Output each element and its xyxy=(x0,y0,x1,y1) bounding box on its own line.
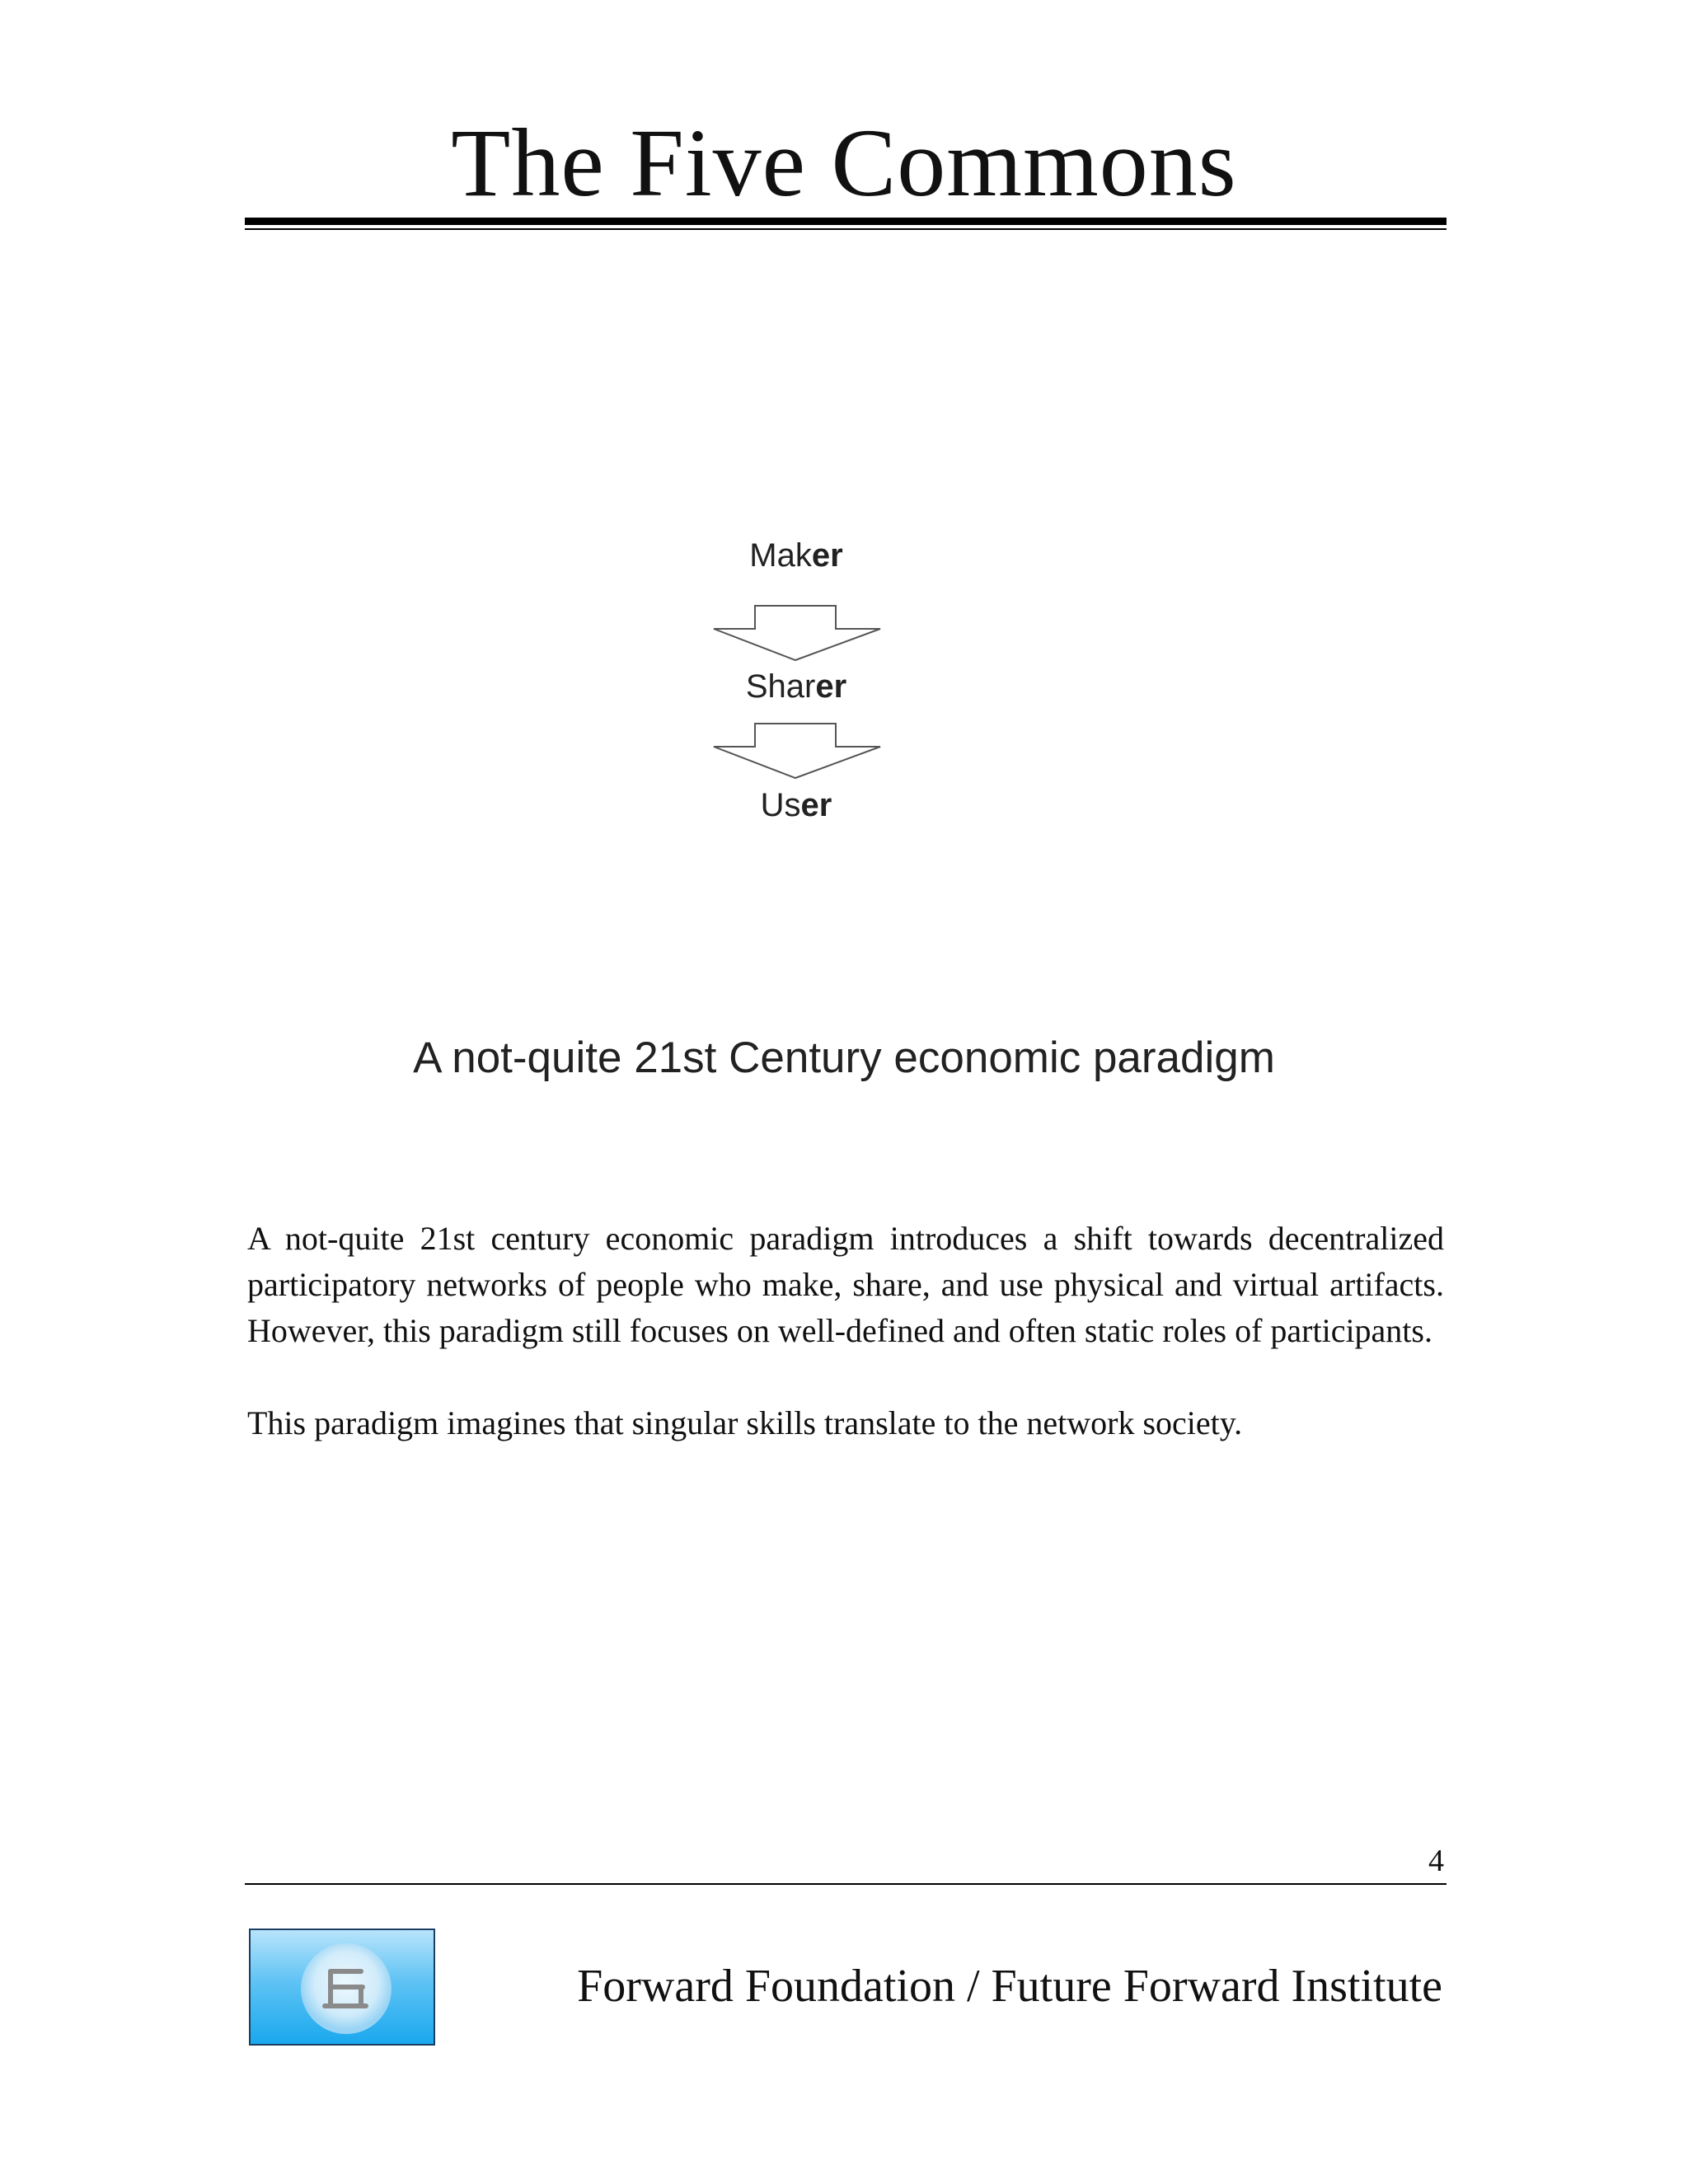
title-divider xyxy=(245,218,1447,225)
page-number: 4 xyxy=(1428,1844,1444,1878)
title-divider-thin xyxy=(245,228,1447,230)
down-arrow-icon xyxy=(710,604,884,662)
role-sharer: Sharer xyxy=(745,668,847,705)
body-paragraph: This paradigm imagines that singular skills translate to the network society. xyxy=(247,1404,1243,1441)
footer-organization: Forward Foundation / Future Forward Institute xyxy=(577,1961,1442,2012)
page-title: The Five Commons xyxy=(451,109,1237,217)
role-user: User xyxy=(760,787,832,823)
body-paragraph: A not-quite 21st century economic paradigm introduces a shift towards decentralized participatory networks of people who make, share, and use physical and virtual artifacts. However, this paradigm still focuses on well-defined and often static roles of participants. xyxy=(247,1220,1444,1349)
role-maker: Maker xyxy=(749,537,843,574)
diagram-caption: A not-quite 21st Century economic paradigm xyxy=(413,1033,1275,1082)
down-arrow-icon xyxy=(710,722,884,780)
footer-divider xyxy=(245,1883,1447,1885)
body-text xyxy=(247,1216,1444,1493)
ff-logo-icon xyxy=(249,1929,435,2046)
